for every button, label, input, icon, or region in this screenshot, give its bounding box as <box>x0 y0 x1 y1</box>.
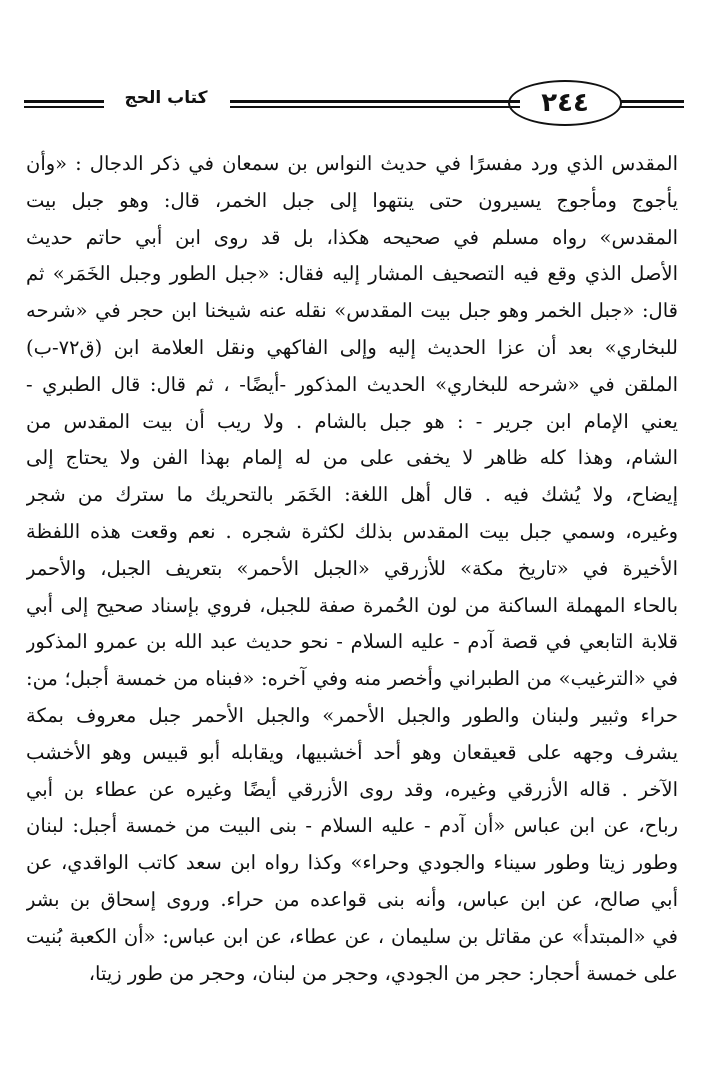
header-rule-middle <box>230 100 520 110</box>
text-line: في «المبتدأ» عن مقاتل بن سليمان ، عن عطاء، عن ابن عباس: «أن الكعبة بُنيت <box>26 924 678 948</box>
text-line: على خمسة أحجار: حجر من الجودي، وحجر من لبنان، وحجر من طور زيتا، <box>88 961 678 985</box>
text-line: الآخر . قاله الأزرقي وغيره، وقد روى الأزرقي أيضًا وغيره عن عطاء بن أبي <box>26 777 678 801</box>
header-rule-right <box>620 100 684 110</box>
text-line: الأصل الذي وقع فيه التصحيف المشار إليه فقال: «جبل الطور وجبل الخَمَر» ثم <box>26 262 678 286</box>
text-line: الملقن في «شرحه للبخاري» الحديث المذكور -أيضًا- ، ثم قال: قال الطبري - <box>26 372 678 396</box>
text-line: بالحاء المهملة الساكنة من لون الحُمرة صفة للجبل، فروي بإسناد صحيح إلى أبي <box>26 593 678 617</box>
text-line: للبخاري» بعد أن عزا الحديث إليه وإلى الفاكهي ونقل العلامة ابن (ق٧٢-ب) <box>26 335 678 359</box>
section-title: كتاب الحج <box>124 88 208 108</box>
text-line: المقدس» رواه مسلم في صحيحه هكذا، بل قد روى ابن أبي حاتم حديث <box>26 225 678 249</box>
text-line: قال: «جبل الخمر وهو جبل بيت المقدس» نقله عنه شيخنا ابن حجر في «شرحه <box>26 299 678 323</box>
text-line: قلابة التابعي في قصة آدم - عليه السلام - نحو حديث عبد الله بن عمرو المذكور <box>26 630 678 654</box>
header-rule-left <box>24 100 104 110</box>
text-line: وغيره، وسمي جبل بيت المقدس بذلك لكثرة شجره . نعم وقعت هذه اللفظة <box>26 519 678 543</box>
text-line: في «الترغيب» من الطبراني وأخصر منه وفي آخره: «فبناه من خمسة أجبل؛ من: <box>26 667 678 691</box>
text-line: رباح، عن ابن عباس «أن آدم - عليه السلام - بنى البيت من خمسة أجبل: لبنان <box>26 814 678 838</box>
text-line: يشرف وجهه على قعيقعان وهو أحد أخشبيها، ويقابله أبو قبيس وهو الأخشب <box>26 740 678 764</box>
text-line: وطور زيتا وطور سيناء والجودي وحراء» وكذا رواه ابن سعد كاتب الواقدي، عن <box>26 851 678 875</box>
page-number: ٢٤٤ <box>508 80 622 126</box>
text-line: إيضاح، ولا يُشك فيه . قال أهل اللغة: الخَمَر بالتحريك ما سترك من شجر <box>26 483 678 507</box>
text-line: الشام، وهذا كله ظاهر لا يخفى على من له إلمام بهذا الفن ولا يحتاج إلى <box>26 446 678 470</box>
page-header <box>20 80 688 130</box>
text-line: أبي صالح، عن ابن عباس، وأنه بنى قواعده من حراء. وروى إسحاق بن بشر <box>26 887 678 911</box>
text-line: الأخيرة في «تاريخ مكة» للأزرقي «الجبل الأحمر» بتعريف الجبل، والأحمر <box>26 556 678 580</box>
text-line: المقدس الذي ورد مفسرًا في حديث النواس بن سمعان في ذكر الدجال : «وأن <box>26 152 678 175</box>
text-line: يعني الإمام ابن جرير - : هو جبل بالشام . ولا ريب أن بيت المقدس من <box>26 409 678 433</box>
text-line: حراء وثبير ولبنان والطور والجبل الأحمر» والجبل الأحمر جبل معروف بمكة <box>26 703 678 727</box>
text-line: يأجوج ومأجوج يسيرون حتى ينتهوا إلى جبل الخمر، قال: وهو جبل بيت <box>26 188 678 212</box>
body-text <box>26 146 678 992</box>
